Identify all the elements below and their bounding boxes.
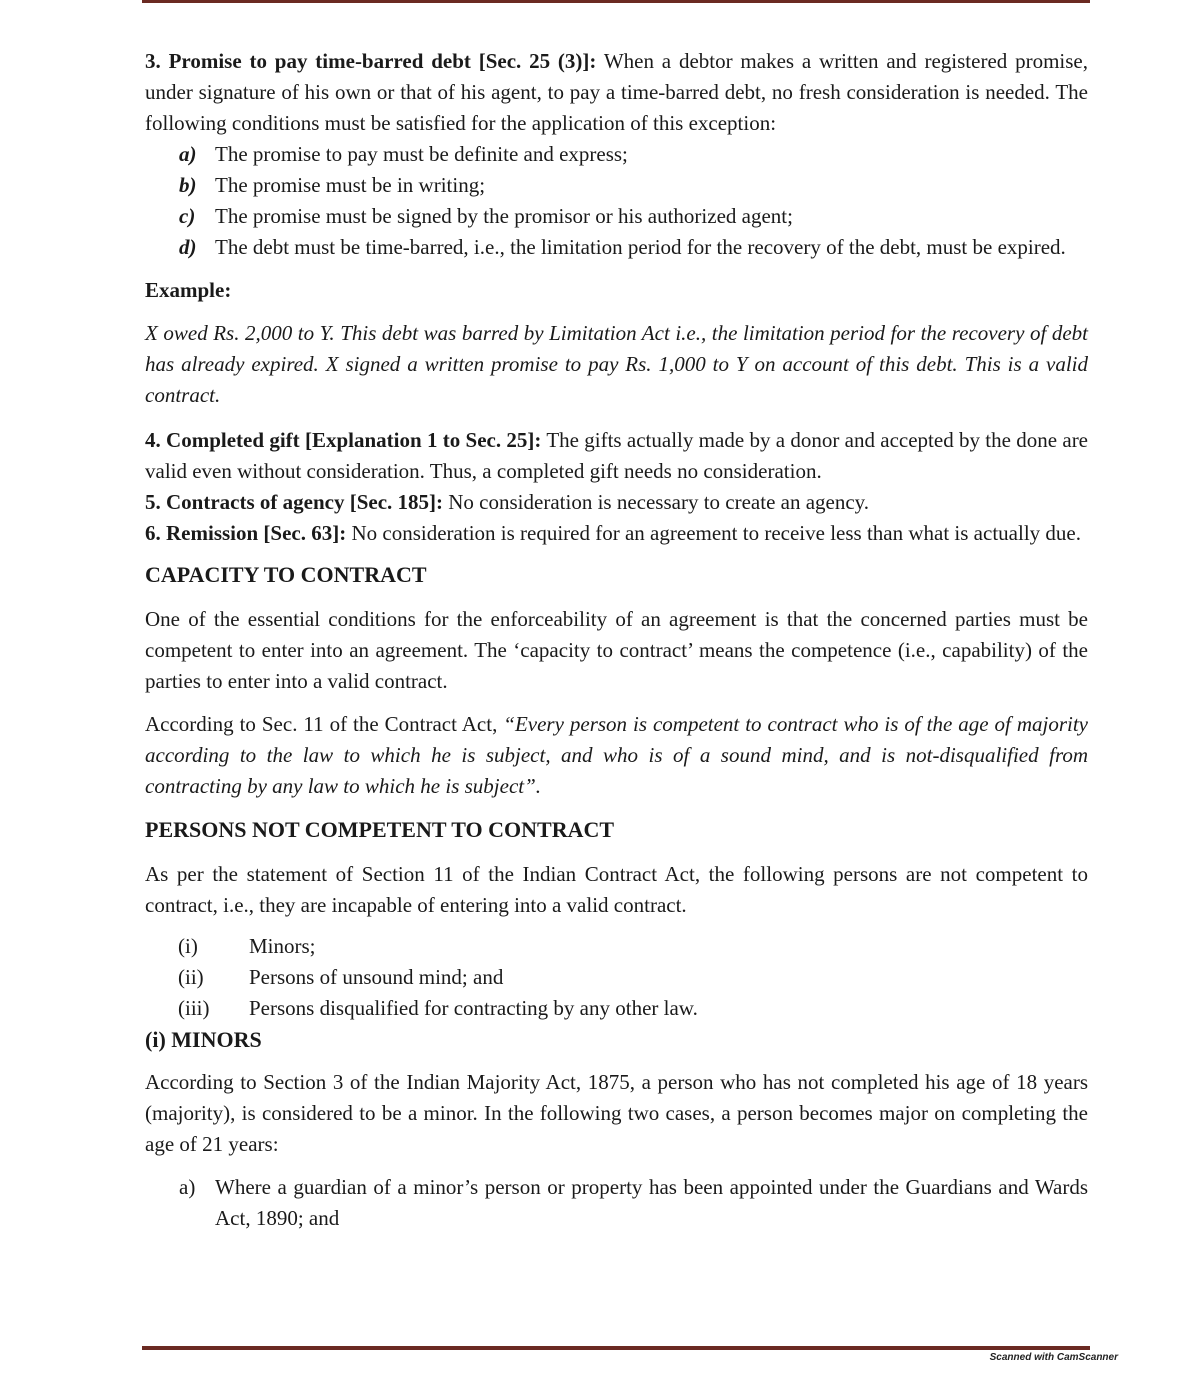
list-text: Where a guardian of a minor’s person or property has been appointed under the Guardians and Wards Act, 1890; and bbox=[215, 1175, 1088, 1230]
list-item bbox=[145, 962, 1088, 993]
item-3-paragraph bbox=[145, 46, 1088, 139]
list-text: The promise to pay must be definite and express; bbox=[215, 142, 628, 166]
item-4-label: 4. Completed gift [Explanation 1 to Sec. 25]: bbox=[145, 428, 542, 452]
capacity-paragraph-1: One of the essential conditions for the enforceability of an agreement is that the concerned parties must be competent to enter into an agreement. The ‘capacity to contract’ means the competence (i.e., capability) of the parties to enter into a valid contract. bbox=[145, 607, 1088, 693]
item-6-paragraph bbox=[145, 518, 1088, 549]
example-text: X owed Rs. 2,000 to Y. This debt was barred by Limitation Act i.e., the limitation period for the recovery of debt has already expired. X signed a written promise to pay Rs. 1,000 to Y on account of this debt. This is a valid contract. bbox=[145, 321, 1088, 407]
top-rule bbox=[142, 0, 1090, 3]
list-text: Persons disqualified for contracting by any other law. bbox=[249, 996, 698, 1020]
list-text: The promise must be signed by the promisor or his authorized agent; bbox=[215, 204, 793, 228]
page-content bbox=[145, 46, 1088, 1234]
not-competent-heading: PERSONS NOT COMPETENT TO CONTRACT bbox=[145, 817, 615, 842]
item-5-paragraph bbox=[145, 487, 1088, 518]
minor-cases-list bbox=[145, 1172, 1088, 1234]
list-item bbox=[145, 170, 1088, 201]
list-marker: a) bbox=[179, 1175, 196, 1199]
list-item bbox=[145, 139, 1088, 170]
persons-list bbox=[145, 931, 1088, 1024]
list-item bbox=[145, 931, 1088, 962]
capacity-quote: “Every person is competent to contract who is of the age of majority according to the law to which he is subject, and who is of a sound mind, and is not-disqualified from contracting by any law to which he is subject”. bbox=[145, 712, 1088, 798]
item-5-label: 5. Contracts of agency [Sec. 185]: bbox=[145, 490, 444, 514]
list-marker: (i) bbox=[178, 934, 198, 958]
list-marker: (ii) bbox=[178, 965, 204, 989]
item-4-text: The gifts actually made by a donor and accepted by the done are valid even without consideration. Thus, a completed gift needs no consideration. bbox=[145, 428, 1089, 483]
conditions-list bbox=[145, 139, 1088, 263]
minors-paragraph: According to Section 3 of the Indian Majority Act, 1875, a person who has not completed his age of 18 years (majority), is considered to be a minor. In the following two cases, a person becomes major on completing the age of 21 years: bbox=[145, 1070, 1088, 1156]
list-marker: c) bbox=[179, 204, 196, 228]
item-3-label: 3. Promise to pay time-barred debt [Sec. 25 (3)]: bbox=[145, 49, 597, 73]
bottom-rule bbox=[142, 1346, 1090, 1350]
list-item bbox=[145, 993, 1088, 1024]
list-text: Persons of unsound mind; and bbox=[249, 965, 504, 989]
scanner-watermark: Scanned with CamScanner bbox=[989, 1352, 1118, 1363]
list-text: The debt must be time-barred, i.e., the limitation period for the recovery of the debt, must be expired. bbox=[215, 235, 1066, 259]
list-item bbox=[145, 1172, 1088, 1234]
list-marker: d) bbox=[179, 235, 197, 259]
list-marker: (iii) bbox=[178, 996, 210, 1020]
example-label: Example: bbox=[145, 278, 232, 302]
not-competent-paragraph: As per the statement of Section 11 of the Indian Contract Act, the following persons are not competent to contract, i.e., they are incapable of entering into a valid contract. bbox=[145, 862, 1088, 917]
item-6-text: No consideration is required for an agreement to receive less than what is actually due. bbox=[346, 521, 1081, 545]
item-6-label: 6. Remission [Sec. 63]: bbox=[145, 521, 347, 545]
list-marker: a) bbox=[179, 142, 197, 166]
list-text: The promise must be in writing; bbox=[215, 173, 486, 197]
list-marker: b) bbox=[179, 173, 197, 197]
list-item bbox=[145, 201, 1088, 232]
minors-heading: (i) MINORS bbox=[145, 1027, 262, 1052]
item-5-text: No consideration is necessary to create an agency. bbox=[443, 490, 870, 514]
list-text: Minors; bbox=[249, 934, 316, 958]
list-item bbox=[145, 232, 1088, 263]
item-3-text: When a debtor makes a written and registered promise, under signature of his own or that of his agent, to pay a time-barred debt, no fresh consideration is needed. The following conditions must be satisfied for the application of this exception: bbox=[145, 49, 1088, 135]
capacity-paragraph-2 bbox=[145, 709, 1088, 802]
capacity-intro: According to Sec. 11 of the Contract Act, bbox=[145, 712, 504, 736]
capacity-heading: CAPACITY TO CONTRACT bbox=[145, 562, 427, 587]
item-4-paragraph bbox=[145, 425, 1088, 487]
